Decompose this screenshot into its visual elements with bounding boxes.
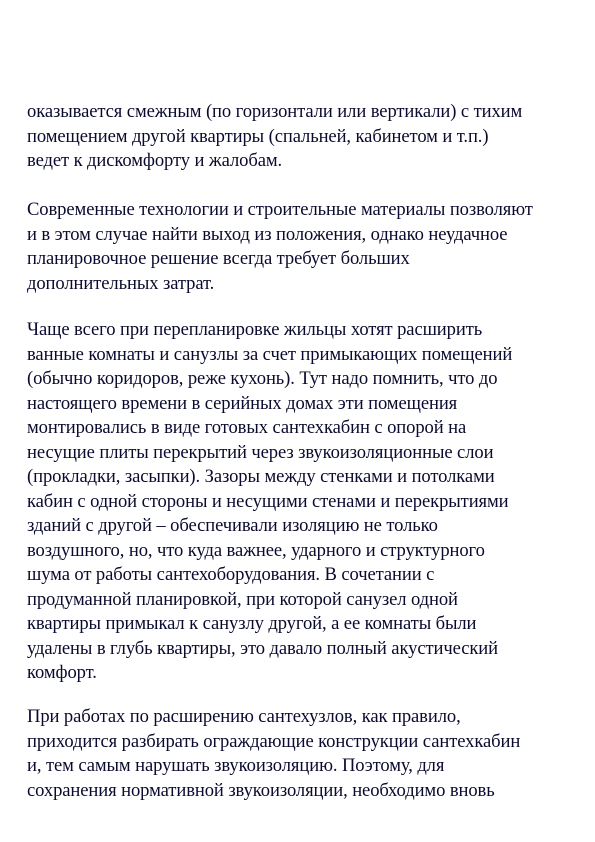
paragraph-4 <box>27 705 572 803</box>
text-line: комфорт. <box>27 662 97 683</box>
text-line: приходится разбирать ограждающие конструкции сантехкабин <box>27 730 521 752</box>
text-line: воздушного, но, что куда важнее, ударного и структурного <box>27 539 485 561</box>
text-line: монтировались в виде готовых сантехкабин с опорой на <box>27 417 467 438</box>
text-line: настоящего времени в серийных домах эти помещения <box>27 392 458 414</box>
paragraph-3 <box>27 318 572 686</box>
text-line: (прокладки, засыпки). Зазоры между стенками и потолками <box>27 466 495 487</box>
text-line: несущие плиты перекрытий через звукоизоляционные слои <box>27 441 494 463</box>
text-line: планировочное решение всегда требует больших <box>27 248 410 269</box>
text-line: шума от работы сантехоборудования. В сочетании с <box>27 564 435 585</box>
text-line: ванные комнаты и санузлы за счет примыкающих помещений <box>27 343 513 365</box>
text-line: помещением другой квартиры (спальней, кабинетом и т.п.) <box>27 125 489 147</box>
text-line: кабин с одной стороны и несущими стенами и перекрытиями <box>27 490 509 512</box>
text-line: оказывается смежным (по горизонтали или вертикали) с тихим <box>27 101 523 122</box>
paragraph-2 <box>27 198 572 296</box>
text-line: сохранения нормативной звукоизоляции, необходимо вновь <box>27 779 495 801</box>
text-line: ведет к дискомфорту и жалобам. <box>27 150 283 171</box>
paragraph-1 <box>27 100 572 174</box>
text-line: Чаще всего при перепланировке жильцы хотят расширить <box>27 319 483 340</box>
text-line: (обычно коридоров, реже кухонь). Тут надо помнить, что до <box>27 368 498 389</box>
text-line: продуманной планировкой, при которой санузел одной <box>27 588 458 610</box>
text-line: Современные технологии и строительные материалы позволяют <box>27 199 533 220</box>
text-line: удалены в глубь квартиры, это давало полный акустический <box>27 637 499 659</box>
text-line: и, тем самым нарушать звукоизоляцию. Поэтому, для <box>27 755 445 776</box>
text-line: дополнительных затрат. <box>27 272 215 294</box>
text-line: зданий с другой – обеспечивали изоляцию не только <box>27 515 438 536</box>
text-line: и в этом случае найти выход из положения, однако неудачное <box>27 223 508 245</box>
text-line: квартиры примыкал к санузлу другой, а ее комнаты были <box>27 613 477 634</box>
text-line: При работах по расширению сантехузлов, как правило, <box>27 706 461 727</box>
